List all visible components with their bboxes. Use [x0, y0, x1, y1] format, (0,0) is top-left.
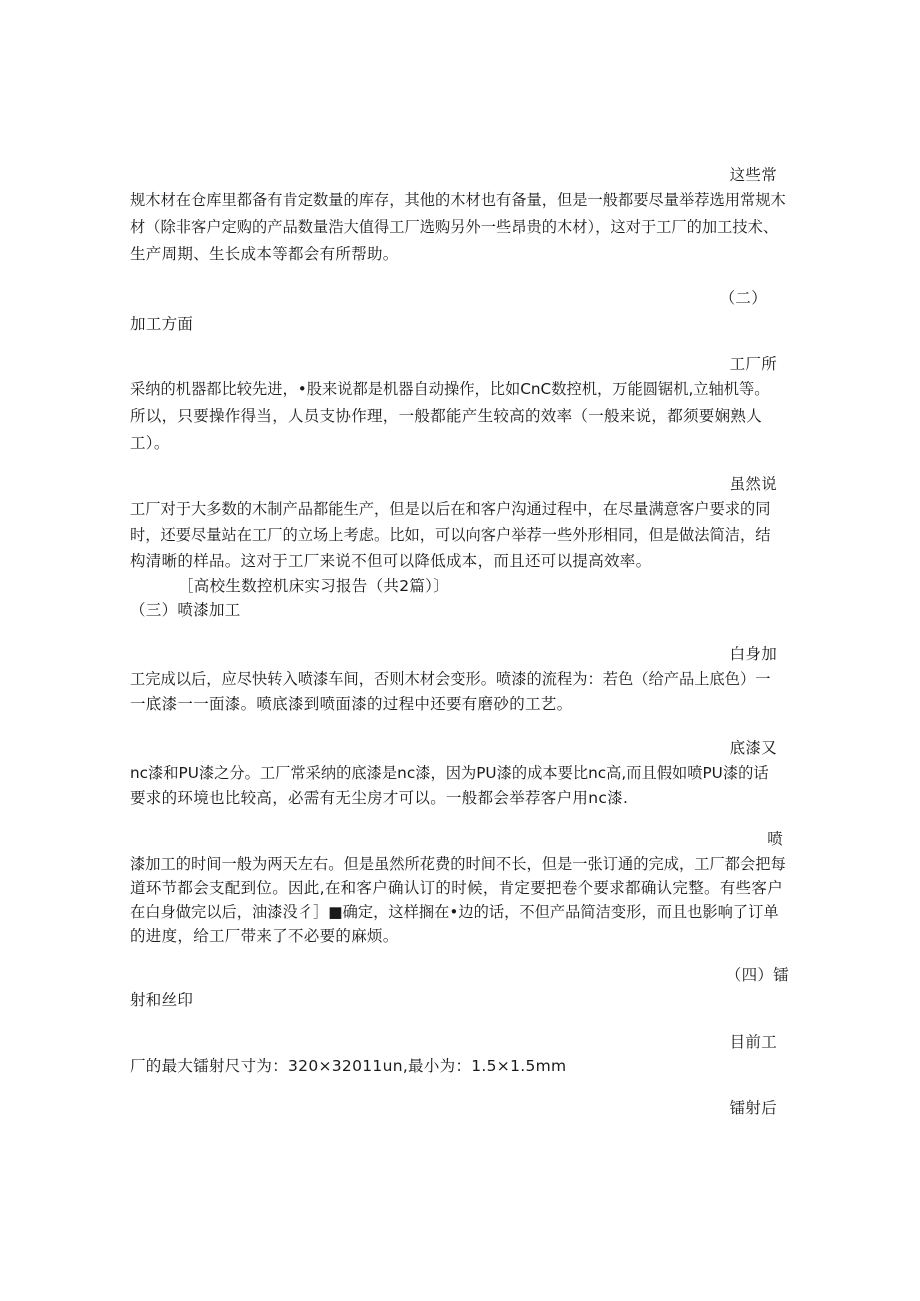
paragraph-line: 一底漆一一面漆。喷底漆到喷面漆的过程中还要有磨砂的工艺。	[130, 695, 573, 713]
paragraph-line: 厂的最大镭射尺寸为：320×32011un,最小为：1.5×1.5mm	[130, 1057, 567, 1075]
reference-link[interactable]: ［高校生数控机床实习报告（共2篇）〕	[178, 577, 450, 595]
paragraph-lead: 白身加	[729, 645, 777, 663]
section-title: 加工方面	[130, 315, 194, 333]
paragraph-line: 所以，只要操作得当，人员支协作理，一般都能产生较高的效率（一般来说，都须要娴熟人	[130, 407, 763, 425]
section-number: （二）	[719, 289, 767, 307]
paragraph-line: 的进度，给工厂带来了不必要的麻烦。	[130, 927, 399, 945]
paragraph-lead: 底漆又	[729, 739, 777, 757]
paragraph-lead: 镭射后	[729, 1099, 777, 1117]
paragraph-line: 规木材在仓库里都备有肯定数量的库存，其他的木材也有备量，但是一般都要尽量举荐选用常规木	[130, 191, 786, 209]
section-title: （三）喷漆加工	[130, 601, 241, 619]
paragraph-line: 工）。	[130, 434, 170, 452]
paragraph-line: 时，还要尽量站在工厂的立场上考虑。比如，可以向客户举荐一些外形相同，但是做法简洁，结	[130, 526, 771, 544]
paragraph-line: 工完成以后，应尽快转入喷漆车间，否则木材会变形。喷漆的流程为：若色（给产品上底色）一	[130, 670, 771, 688]
paragraph-lead: 这些常	[729, 166, 777, 184]
paragraph-line: 要求的环境也比较高，必需有无尘房才可以。一般都会举荐客户用nc漆.	[130, 789, 629, 807]
paragraph-line: 构清晰的样品。这对于工厂来说不但可以降低成本，而且还可以提高效率。	[130, 552, 652, 570]
section-title: 射和丝印	[130, 991, 194, 1009]
paragraph-lead: 虽然说	[729, 475, 777, 493]
paragraph-line: 漆加工的时间一般为两天左右。但是虽然所花费的时间不长，但是一张订通的完成，工厂都会把每	[130, 855, 786, 873]
paragraph-line: 道环节都会支配到位。因此,在和客户确认订的时候，肯定要把卷个要求都确认完整。有些客户	[130, 879, 784, 897]
paragraph-line: 生产周期、生长成本等都会有所帮助。	[130, 245, 399, 263]
paragraph-line: 在白身做完以后，油漆没彳］■确定，这样搁在•边的话，不但产品简洁变形，而且也影响了订单	[130, 903, 779, 921]
paragraph-lead: 目前工	[729, 1033, 777, 1051]
paragraph-lead: 喷	[767, 830, 783, 848]
paragraph-line: nc漆和PU漆之分。工厂常采纳的底漆是nc漆，因为PU漆的成本要比nc高,而且假如喷PU漆的话	[130, 764, 769, 782]
paragraph-line: 材（除非客户定购的产品数量浩大值得工厂选购另外一些昂贵的木材），这对于工厂的加工技术、	[130, 218, 779, 236]
paragraph-line: 采纳的机器都比较先进，•股来说都是机器自动操作，比如CnC数控机，万能圆锯机,立轴机等。	[130, 380, 770, 398]
paragraph-line: 工厂对于大多数的木制产品都能生产，但是以后在和客户沟通过程中，在尽量满意客户要求的同	[130, 500, 771, 518]
paragraph-lead: 工厂所	[729, 355, 777, 373]
section-number: （四）镭	[725, 966, 789, 984]
